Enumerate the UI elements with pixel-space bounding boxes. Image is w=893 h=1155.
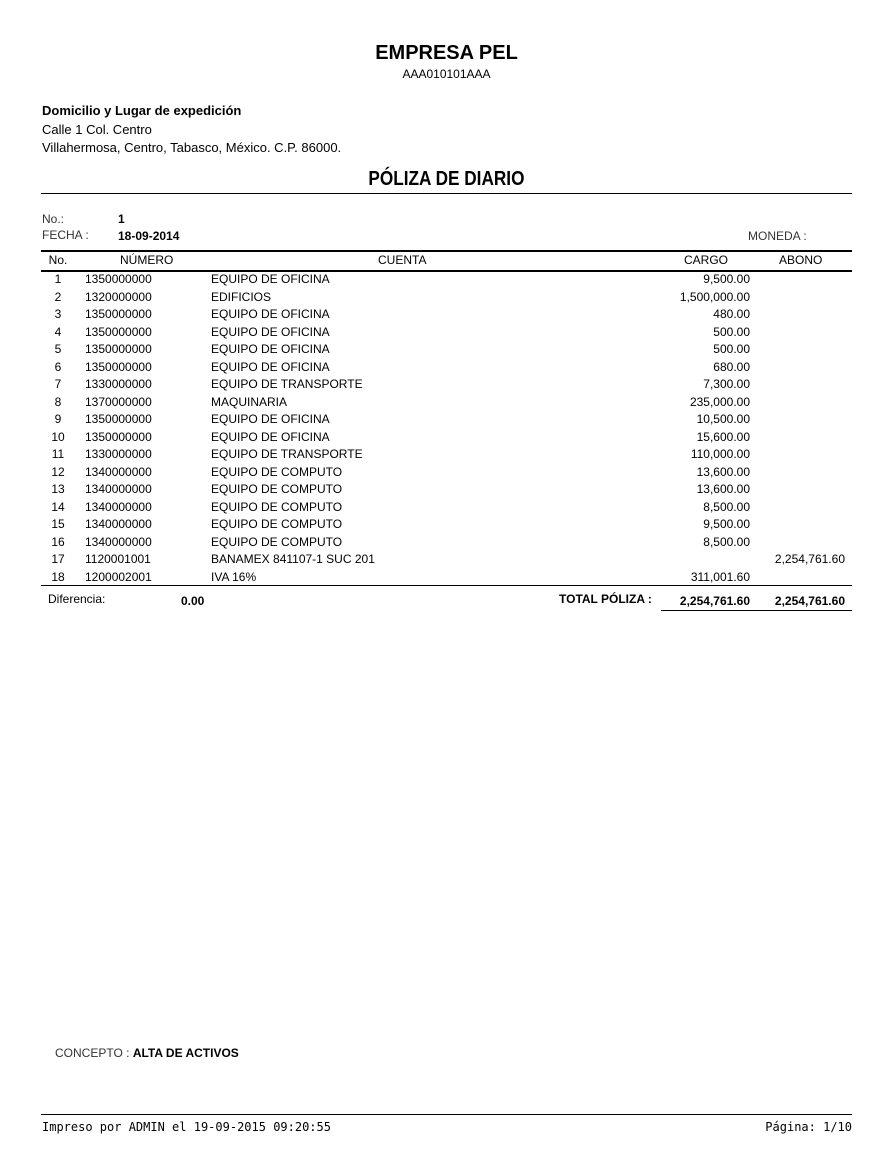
row-cargo: 500.00 bbox=[713, 324, 750, 339]
no-value: 1 bbox=[118, 212, 125, 226]
row-cargo: 9,500.00 bbox=[703, 272, 750, 286]
address-label: Domicilio y Lugar de expedición bbox=[42, 103, 242, 118]
row-cuenta: EDIFICIOS bbox=[211, 289, 272, 304]
row-numero: 1340000000 bbox=[85, 482, 152, 496]
no-label: No.: bbox=[42, 212, 65, 226]
row-no: 8 bbox=[54, 394, 62, 409]
row-cargo: 1,500,000.00 bbox=[679, 289, 750, 304]
row-cuenta: EQUIPO DE COMPUTO bbox=[211, 482, 343, 496]
row-cuenta: EQUIPO DE TRANSPORTE bbox=[211, 377, 363, 391]
row-cargo: 10,500.00 bbox=[696, 412, 750, 426]
column-header-numero: NÚMERO bbox=[120, 253, 174, 267]
row-cargo: 8,500.00 bbox=[703, 534, 750, 549]
row-cuenta: EQUIPO DE COMPUTO bbox=[211, 499, 343, 514]
concepto-value: ALTA DE ACTIVOS bbox=[132, 1046, 239, 1060]
table-row bbox=[0, 290, 893, 308]
address-line-1: Calle 1 Col. Centro bbox=[42, 122, 152, 137]
table-row bbox=[0, 500, 893, 518]
table-row bbox=[0, 517, 893, 535]
row-cuenta: EQUIPO DE COMPUTO bbox=[211, 464, 343, 479]
row-numero: 1340000000 bbox=[85, 499, 152, 514]
row-cuenta: EQUIPO DE OFICINA bbox=[211, 412, 330, 426]
row-cargo: 500.00 bbox=[713, 342, 750, 356]
table-top-rule bbox=[41, 250, 852, 252]
column-header-cargo: CARGO bbox=[684, 253, 729, 267]
row-numero: 1200002001 bbox=[85, 569, 152, 584]
row-numero: 1350000000 bbox=[85, 429, 152, 444]
table-row bbox=[0, 342, 893, 360]
row-abono: 2,254,761.60 bbox=[774, 552, 845, 566]
diferencia-label: Diferencia: bbox=[48, 592, 106, 606]
row-no: 7 bbox=[54, 377, 62, 391]
page-number: Página: 1/10 bbox=[765, 1120, 852, 1134]
row-no: 9 bbox=[54, 412, 62, 426]
footer-divider bbox=[41, 1114, 852, 1115]
row-cuenta: EQUIPO DE TRANSPORTE bbox=[211, 447, 363, 461]
row-no: 4 bbox=[54, 324, 62, 339]
row-numero: 1120001001 bbox=[85, 552, 151, 566]
row-numero: 1370000000 bbox=[85, 394, 152, 409]
row-no: 15 bbox=[51, 517, 65, 531]
moneda-label: MONEDA : bbox=[748, 229, 807, 243]
concepto-label: CONCEPTO : bbox=[55, 1046, 130, 1060]
row-no: 17 bbox=[51, 552, 65, 566]
row-numero: 1350000000 bbox=[85, 324, 152, 339]
diferencia-value: 0.00 bbox=[181, 594, 205, 608]
row-no: 12 bbox=[51, 464, 65, 479]
row-cuenta: EQUIPO DE COMPUTO bbox=[211, 534, 343, 549]
row-numero: 1330000000 bbox=[85, 377, 152, 391]
row-numero: 1350000000 bbox=[85, 342, 152, 356]
row-cuenta: EQUIPO DE OFICINA bbox=[211, 307, 330, 321]
column-header-cuenta: CUENTA bbox=[378, 253, 427, 267]
row-no: 10 bbox=[51, 429, 65, 444]
row-no: 14 bbox=[51, 499, 65, 514]
table-row bbox=[0, 447, 893, 465]
table-row bbox=[0, 325, 893, 343]
row-no: 1 bbox=[54, 272, 62, 286]
row-cuenta: BANAMEX 841107-1 SUC 201 bbox=[211, 552, 375, 566]
row-no: 5 bbox=[54, 342, 62, 356]
printed-by: Impreso por ADMIN el 19-09-2015 09:20:55 bbox=[42, 1120, 331, 1134]
row-cuenta: IVA 16% bbox=[211, 569, 257, 584]
row-no: 11 bbox=[51, 447, 65, 461]
row-cuenta: EQUIPO DE COMPUTO bbox=[211, 517, 343, 531]
table-row bbox=[0, 307, 893, 325]
table-bottom-rule bbox=[41, 585, 852, 586]
table-row bbox=[0, 552, 893, 570]
row-cargo: 235,000.00 bbox=[689, 394, 750, 409]
column-header-abono: ABONO bbox=[779, 253, 823, 267]
table-row bbox=[0, 465, 893, 483]
row-no: 18 bbox=[51, 569, 65, 584]
row-cargo: 110,000.00 bbox=[690, 447, 750, 461]
row-numero: 1350000000 bbox=[85, 412, 152, 426]
row-cargo: 15,600.00 bbox=[696, 429, 750, 444]
company-rfc: AAA010101AAA bbox=[402, 67, 491, 81]
total-abono: 2,254,761.60 bbox=[774, 594, 845, 608]
table-row bbox=[0, 377, 893, 395]
row-numero: 1340000000 bbox=[85, 534, 152, 549]
row-numero: 1350000000 bbox=[85, 307, 152, 321]
table-row bbox=[0, 272, 893, 290]
row-cuenta: MAQUINARIA bbox=[211, 394, 288, 409]
row-no: 6 bbox=[54, 359, 62, 374]
row-cargo: 13,600.00 bbox=[696, 464, 750, 479]
total-cargo: 2,254,761.60 bbox=[679, 594, 750, 608]
row-numero: 1350000000 bbox=[85, 359, 152, 374]
table-row bbox=[0, 430, 893, 448]
row-cargo: 311,001.60 bbox=[690, 569, 750, 584]
fecha-value: 18-09-2014 bbox=[118, 229, 180, 243]
table-row bbox=[0, 360, 893, 378]
row-no: 2 bbox=[54, 289, 62, 304]
table-row bbox=[0, 395, 893, 413]
title-divider bbox=[41, 193, 852, 194]
document-title: PÓLIZA DE DIARIO bbox=[368, 168, 525, 190]
row-numero: 1350000000 bbox=[85, 272, 152, 286]
row-cargo: 13,600.00 bbox=[696, 482, 750, 496]
row-cuenta: EQUIPO DE OFICINA bbox=[211, 342, 330, 356]
row-cargo: 480.00 bbox=[713, 307, 750, 321]
address-line-2: Villahermosa, Centro, Tabasco, México. C.P. 86000. bbox=[42, 140, 342, 155]
table-row bbox=[0, 482, 893, 500]
column-header-no: No. bbox=[48, 253, 68, 267]
row-no: 3 bbox=[54, 307, 62, 321]
row-cargo: 9,500.00 bbox=[703, 517, 750, 531]
row-no: 13 bbox=[51, 482, 65, 496]
totals-underline bbox=[661, 610, 852, 611]
concepto bbox=[55, 1046, 239, 1060]
row-cuenta: EQUIPO DE OFICINA bbox=[211, 272, 330, 286]
table-row bbox=[0, 412, 893, 430]
total-poliza-label: TOTAL PÓLIZA : bbox=[559, 592, 652, 606]
company-name: EMPRESA PEL bbox=[375, 42, 518, 64]
fecha-label: FECHA : bbox=[42, 228, 89, 242]
row-cargo: 680.00 bbox=[713, 359, 750, 374]
row-cargo: 7,300.00 bbox=[703, 377, 750, 391]
row-cuenta: EQUIPO DE OFICINA bbox=[211, 359, 330, 374]
row-numero: 1330000000 bbox=[85, 447, 152, 461]
row-numero: 1340000000 bbox=[85, 517, 152, 531]
row-no: 16 bbox=[51, 534, 65, 549]
row-numero: 1320000000 bbox=[85, 289, 152, 304]
row-cuenta: EQUIPO DE OFICINA bbox=[211, 429, 330, 444]
row-cargo: 8,500.00 bbox=[703, 499, 750, 514]
row-numero: 1340000000 bbox=[85, 464, 152, 479]
row-cuenta: EQUIPO DE OFICINA bbox=[211, 324, 330, 339]
table-row bbox=[0, 535, 893, 553]
